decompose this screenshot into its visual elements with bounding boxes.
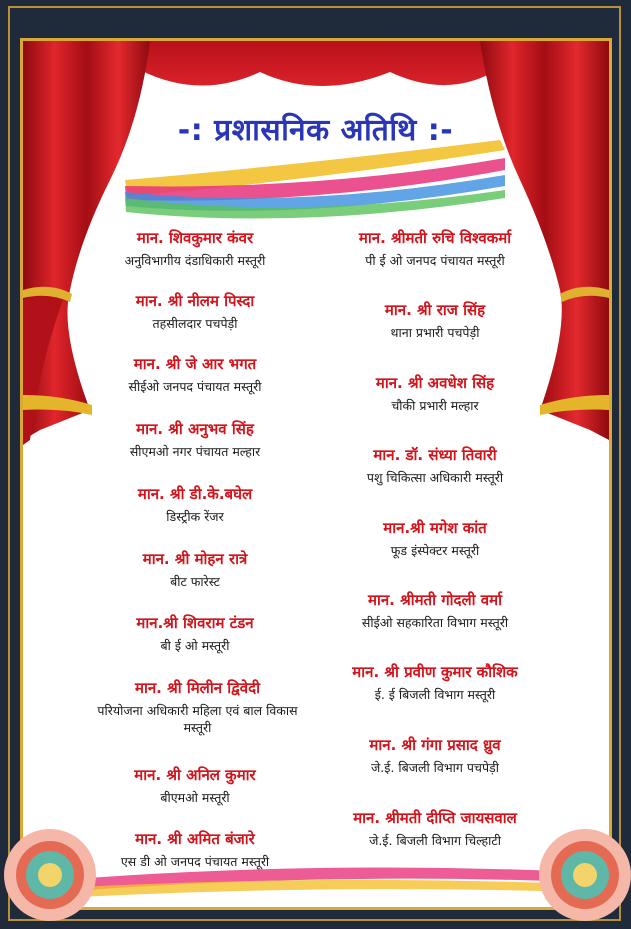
guest-entry [320,735,550,776]
guest-designation: एस डी ओ जनपद पंचायत मस्तूरी [120,854,270,869]
guest-entry [320,228,550,269]
guest-entry [90,484,300,525]
guest-designation: सीएमओ नगर पंचायत मल्हार [129,444,261,459]
guest-entry [90,765,300,806]
guest-entry [320,445,550,486]
guest-name: मान. श्रीमती दीप्ति जायसवाल [353,809,517,827]
guest-name: मान. डॉ. संध्या तिवारी [373,446,497,464]
guest-name: मान. श्री अनिल कुमार [134,766,256,784]
guest-name: मान.श्री मगेश कांत [383,519,487,537]
guest-entry [320,300,550,341]
guest-entry [95,678,300,736]
guest-designation: सीईओ सहकारिता विभाग मस्तूरी [361,615,509,630]
guest-designation: अनुविभागीय दंडाधिकारी मस्तूरी [124,253,266,268]
guest-designation: थाना प्रभारी पचपेड़ी [390,325,480,340]
guest-entry [320,590,550,631]
guest-name: मान. श्री प्रवीण कुमार कौशिक [352,663,518,681]
guest-name: मान. श्री मोहन रात्रे [142,550,248,568]
guest-name: मान. श्री अनुभव सिंह [136,420,254,438]
guest-entry [90,354,300,395]
guest-name: मान. श्रीमती रुचि विश्वकर्मा [358,229,512,247]
guest-designation: सीईओ जनपद पंचायत मस्तूरी [128,379,262,394]
guest-name: मान. श्री अवधेश सिंह [375,374,495,392]
guest-name: मान. श्री जे आर भगत [133,355,257,373]
page-title: -: प्रशासनिक अतिथि :- [177,113,454,148]
guest-entry [90,228,300,269]
guest-designation: ई. ई बिजली विभाग मस्तूरी [374,687,496,702]
guest-designation: चौकी प्रभारी मल्हार [391,398,479,413]
guest-designation: तहसीलदार पचपेड़ी [152,316,238,331]
guest-name: मान. श्रीमती गोदली वर्मा [367,591,502,609]
guest-entry [320,518,550,559]
mandala-right [539,829,631,921]
guest-name: मान. श्री अमित बंजारे [135,830,255,848]
guest-designation: डिस्ट्रीक रेंजर [166,509,224,524]
guest-designation: जे.ई. बिजली विभाग चिल्हाटी [369,833,501,848]
guest-name: मान. श्री मिलीन द्विवेदी [135,679,260,697]
guest-entry [90,549,300,590]
guest-name: मान. श्री गंगा प्रसाद ध्रुव [369,736,501,754]
guest-name: मान. श्री राज सिंह [384,301,486,319]
guest-entry [90,291,300,332]
guest-name: मान. श्री नीलम पिस्दा [135,292,255,310]
guest-designation: परियोजना अधिकारी महिला एवं बाल विकास मस्तूरी [97,703,298,735]
guest-entry [90,829,300,870]
guest-designation: पशु चिकित्सा अधिकारी मस्तूरी [366,470,504,485]
guest-entry [90,419,300,460]
guest-entry [320,808,550,849]
guest-name: मान. श्री डी.के.बघेल [137,485,253,503]
guest-name: मान. शिवकुमार कंवर [136,229,254,247]
guest-designation: बीएमओ मस्तूरी [160,790,230,805]
guest-entry [320,373,550,414]
mandala-left [4,829,96,921]
guest-entry [320,662,550,703]
guest-designation: बीट फारेस्ट [170,574,220,589]
guest-designation: पी ई ओ जनपद पंचायत मस्तूरी [365,253,505,268]
guest-designation: बी ई ओ मस्तूरी [160,638,230,653]
guest-entry [90,613,300,654]
guest-name: मान.श्री शिवराम टंडन [136,614,254,632]
guest-designation: फूड इंस्पेक्टर मस्तूरी [390,543,480,558]
guest-designation: जे.ई. बिजली विभाग पचपेड़ी [371,760,499,775]
